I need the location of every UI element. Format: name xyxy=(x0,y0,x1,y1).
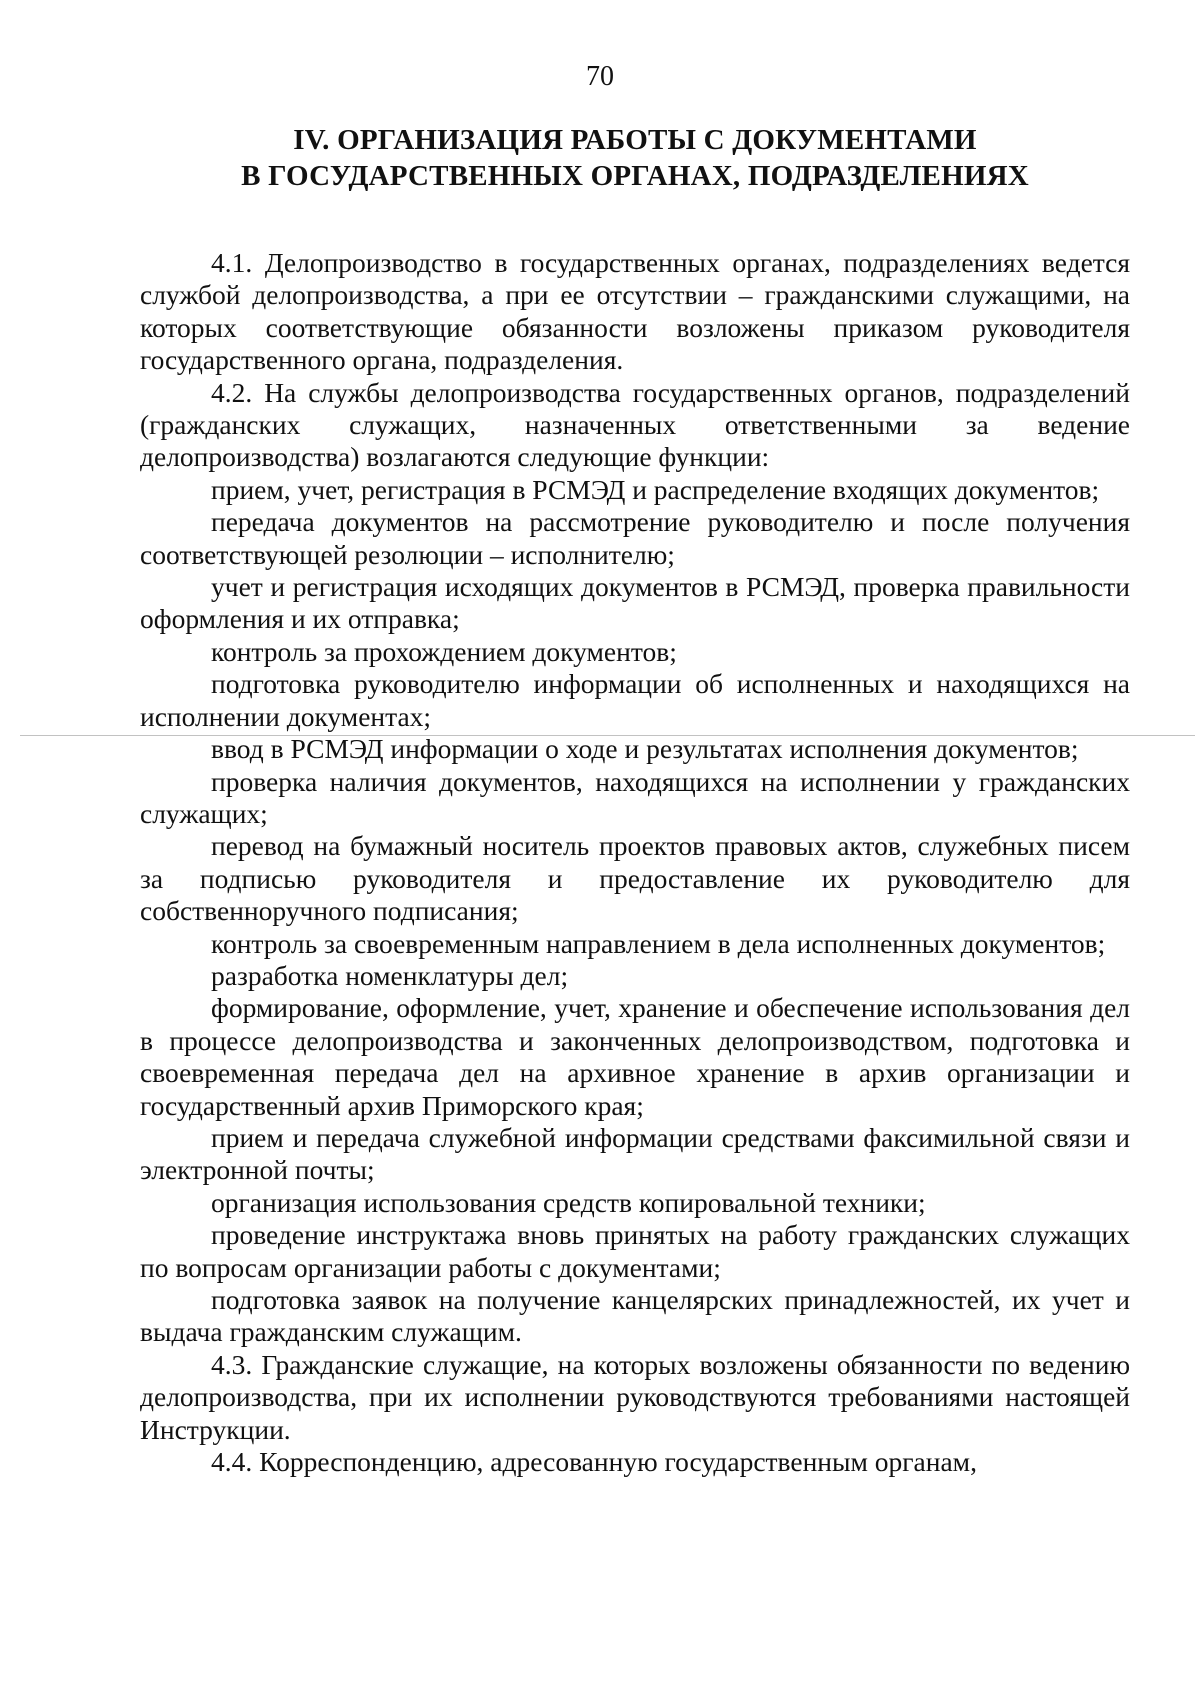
paragraph-4-3: 4.3. Гражданские служащие, на которых возложены обязанности по ведению делопроизводства, при их исполнении руководствуются требованиями настоящей Инструкции. xyxy=(140,1348,1130,1445)
paragraph-4-1: 4.1. Делопроизводство в государственных органах, подразделениях ведется службой делопроизводства, а при ее отсутствии – гражданскими служащими, на которых соответствующие обязанности возложены приказом руководителя государственного органа, подразделения. xyxy=(140,247,1130,376)
section-title-line-2: В ГОСУДАРСТВЕННЫХ ОРГАНАХ, ПОДРАЗДЕЛЕНИЯХ xyxy=(241,160,1029,192)
list-item: контроль за прохождением документов; xyxy=(211,635,677,667)
section-title-line-1: IV. ОРГАНИЗАЦИЯ РАБОТЫ С ДОКУМЕНТАМИ xyxy=(293,124,977,156)
paragraph-4-4: 4.4. Корреспонденцию, адресованную государственным органам, xyxy=(211,1446,977,1478)
list-item: прием, учет, регистрация в РСМЭД и распределение входящих документов; xyxy=(211,473,1100,505)
section-title xyxy=(140,122,1130,194)
list-item: передача документов на рассмотрение руководителю и после получения соответствующей резолюции – исполнителю; xyxy=(140,506,1130,570)
list-item: подготовка руководителю информации об исполненных и находящихся на исполнении документах; xyxy=(140,668,1130,732)
paragraph-4-2: 4.2. На службы делопроизводства государственных органов, подразделений (гражданских служащих, назначенных ответственными за ведение делопроизводства) возлагаются следующие функции: xyxy=(140,376,1130,473)
page-number: 70 xyxy=(586,61,614,92)
list-item: проверка наличия документов, находящихся на исполнении у гражданских служащих; xyxy=(140,765,1130,829)
document-body xyxy=(140,247,1130,1478)
list-item: проведение инструктажа вновь принятых на работу гражданских служащих по вопросам организации работы с документами; xyxy=(140,1219,1130,1283)
list-item: организация использования средств копировальной техники; xyxy=(211,1186,926,1218)
list-item: контроль за своевременным направлением в дела исполненных документов; xyxy=(211,927,1106,959)
list-item: учет и регистрация исходящих документов в РСМЭД, проверка правильности оформления и их отправка; xyxy=(140,571,1130,635)
list-item: подготовка заявок на получение канцелярских принадлежностей, их учет и выдача гражданским служащим. xyxy=(140,1284,1130,1348)
list-item: прием и передача служебной информации средствами факсимильной связи и электронной почты; xyxy=(140,1121,1130,1186)
list-item: перевод на бумажный носитель проектов правовых актов, служебных писем за подписью руководителя и предоставление их руководителю для собственноручного подписания; xyxy=(140,830,1130,927)
list-item: разработка номенклатуры дел; xyxy=(211,959,569,991)
list-item: ввод в РСМЭД информации о ходе и результатах исполнения документов; xyxy=(211,733,1079,765)
list-item: формирование, оформление, учет, хранение и обеспечение использования дел в процессе делопроизводства и законченных делопроизводством, подготовка и своевременная передача дел на архивное хранение в архив организации и государственный архив Приморского края; xyxy=(140,992,1130,1121)
